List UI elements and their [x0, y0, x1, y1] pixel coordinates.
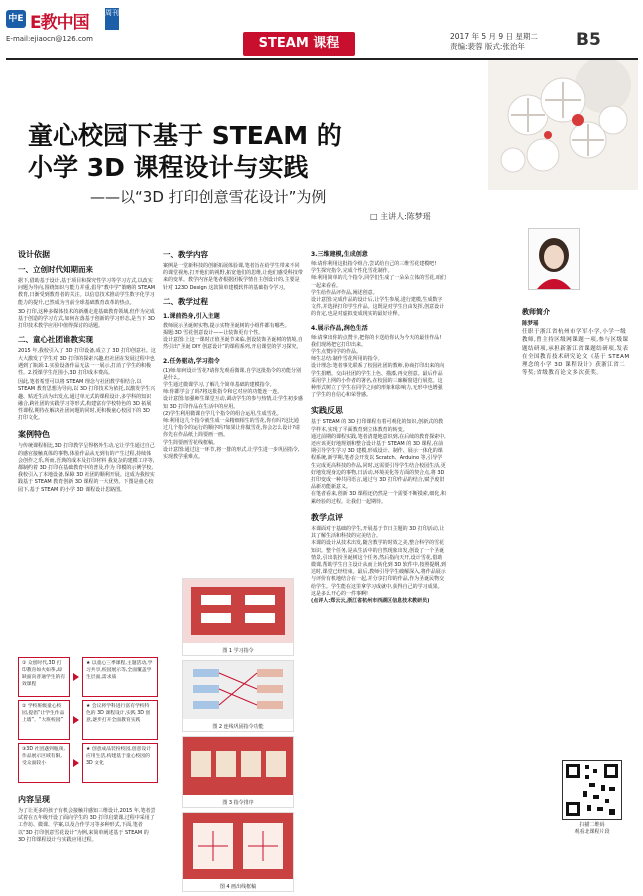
author-sidebar [522, 303, 630, 377]
figure-2 [182, 660, 294, 732]
paragraph: (2)学生利用微课自学几个指令的组合运用,生成雪花。 [163, 410, 282, 417]
headline-line-2: 小学 3D 课程设计与实践 [28, 153, 309, 182]
heading-3: 1.课前热身,引入主题 [163, 312, 220, 320]
page-title [28, 120, 448, 184]
paragraph: 通过前期的课程实践,笔者清楚地意识到,在后续的教育探索中,还应该更好地规划和整合设计基于 STEAM 的 3D 课程,在前期引导学生学习 3D 建模,形成设计、制作、展示一体化的课程系统,新学期,笔者会开发以 Scratch、Arduino 等,引导学生完成更高科技的作品,同时,这需要引导学生结合校园生活,更好地发现身边的事物,日活动,环境美化等方面的契合点,将 3D 打印变成一种共同语言,通过与 3D 打印作品的结合,赋予废旧品新功能新意义。 [311, 433, 446, 491]
paragraph: 案例是一堂新科技的创新拓展体验课,笔者旨在给学生带来不同的课堂视角,打开他们的视野,拓宽他们的思维,让他们感受科技带来的变革。教学内容是笔者根据团板学情自主创设计的,主要是针对 123D Design 这款简单建模软件的基础指令学习。 [163, 263, 303, 291]
figure-3 [182, 736, 294, 808]
date-line: 2017 年 5 月 9 日 星期二 [450, 32, 538, 41]
subtitle: ——以“3D 打印创意雪花设计”为例 [90, 188, 327, 206]
email-text: E-mail:ejiaocn@126.com [6, 35, 93, 43]
paragraph: (1)师:如何设计雪花?请你先观看微课,自学这批指令的功能分别是什么。 [163, 367, 302, 381]
byline: □ 主讲人:陈梦瑶 [370, 212, 431, 221]
headline-line-1: 童心校园下基于 STEAM 的 [28, 121, 342, 150]
paragraph: 学生给作品评作品,阐述创意。 [311, 289, 378, 296]
paragraph: 据下,借助基于设计,基于项目和探究性学习等学习方式,以改实问题为导向,围绕知识与能力并重,倡导“教中学”策略的 STEAM 教育,日渐受到教育者的关注。以信息技术推动学生数字化学习能力的提升,已然成为当前全球基础教育改革的热点。 [18, 278, 156, 306]
heading-1: 一、立创时代知期而来 [18, 265, 93, 274]
qr-caption: 扫描二维码 观看北课程片段 [574, 822, 610, 836]
heading-1: 3.三维建模,生成创意 [311, 251, 368, 258]
heading-content: 内容呈现 [18, 795, 50, 804]
content-section [18, 790, 156, 890]
logo [6, 8, 126, 34]
diagram-box: ★ 创意成品装扮校园,创意设计应用生活,构建基于童心校园的 3D 文化 [82, 743, 158, 783]
paragraph: 3D 打印,这种多媒体技术的新潮走进基础教育领域,但作为完成基于创造的学习方式,如何在落基于创新的学习形态,是当下 3D 打印技术教学应用中值得探讨的话题。 [18, 308, 155, 330]
paragraph: 本课的设计从技术出发,随含教学的时效之美,整合科学的雪花知识。整个任务,是从生活中的自然现象出发,创设了一个圣诞情景,引出装扮圣诞树这个任务,然后指向天开,设计雪花,借助微课,帮助学生自主设计从而上转化到 3D 软件中,按照提纲,到达时,课堂已经结束。最后,教师引导学生破解深入,将作品展示与评价有机地结合在一起,并分享打印的作品,作为圣诞民物交给学生。学生能在这里拿学习成就中,获得自己的学习成果。这是多么开心的一件事啊! [311, 540, 446, 597]
logo-week: 周刊 [105, 8, 119, 30]
diagram-box: ★ 会议将学科进行富有学校特色的 3D 课程设计,实践 3D 创意,逐步打开全面教育实践 [82, 700, 158, 740]
author-bio: 任职于浙江省杭州市学军小学,小学一级教师,曾主持区级网课题一项,参与区级课题结研项,承担新浙江省课题结研项,发表在全国教育技术研究论文《基于 STEAM 理念的小学 3D 课程设计》获浙江省二等奖;省级教育论文多次获奖。 [522, 329, 630, 377]
figure-2-image [183, 661, 293, 719]
paragraph: 学生简要画雪花线框稿。 [163, 439, 219, 446]
figure-1 [182, 578, 294, 656]
figure-1-image [183, 579, 293, 643]
heading-4: 2.任务驱动,学习指令 [163, 357, 220, 365]
paragraph: 设计意图:通过这一环节,将一排的形式,让学生进一步巩固指令,实现教学重难点。 [163, 446, 300, 461]
paragraph: 师:你都学会了吗?将这批指令和它对应的功能连一连。 [163, 389, 283, 396]
paragraph: 设计意图:完成作品的设计后,让学生参展,进行建模,生成数字文件,并选择打印学生作品。这既是对学生自由发挥,创意设计的肯定,也是对虚拟变成现实的最好诠释。 [311, 297, 445, 318]
heading-1: 一、教学内容 [163, 250, 208, 259]
paragraph: 设计理念:笔者事先联系了校园社团的教师,协商打印出来的向学生捐赠。交由社团的学生上色、描漆,再交创意。最后作品采用学上网的小作者的署名,在校园的三廊橱窗进行展览。这种形式树立了学生在同学之间的形象和影响力,无形中也增强了学生的自信心和荣誉感。 [311, 363, 445, 399]
figure-4 [182, 812, 294, 892]
page-number: B5 [576, 30, 601, 50]
arrow-icon [73, 716, 79, 724]
heading-2: 二、教学过程 [163, 296, 208, 306]
section-badge: STEAM 课程 [243, 32, 355, 56]
figure-1-caption: 图 1 学习指令 [222, 648, 254, 654]
paragraph: 师:请你利用这批指令组合,尝试给自己的三维雪花建模吧! [311, 261, 437, 267]
issue-meta [450, 32, 570, 52]
paragraph: 在笔者看来,创新 3D 课程还仍然是一个需要不断摸索,细化,积累经验的过程。让我们一起期待。 [311, 491, 446, 505]
reviewer-signature: (点评人:郑云云,浙江省杭州市西湖区信息技术教研员) [311, 597, 430, 604]
figure-3-image [183, 737, 293, 795]
paragraph: 为了让更多的孩子有机会接触并感知三维设计,2015 年,笔者尝试着在五年级开设了面向学生的 3D 打印启蒙课,过程中采用了工作坊、微课、学案,以及合作学习等多种形式,下面,笔者以“3D 打印创意雪花设计”为例,来简单阐述基于 STEAM 的 3D 打印课程设计与实践应用过程。 [18, 808, 156, 843]
column-2 [163, 245, 303, 577]
column-3 [311, 245, 446, 890]
sidebar-title: 教师简介 [522, 308, 550, 316]
diagram-box: ① 众创时代,3D 打印教育如火如荼,却缺面向普通学生的有效课程 [18, 657, 70, 697]
paragraph: 教师展示圣诞树实物,提示实物圣诞树的小组件都有哪些。 [163, 322, 290, 329]
paragraph: 师生总结:制作雪花所用的指令。 [311, 356, 383, 363]
paragraph: 2015 年,我校引入了 3D 打印设备,成立了 3D 打印创意社。这大大激发了学生对 3D 打印的探索兴趣,但社团在发展过程中也遇到了瓶颈:1.实验设备作品无法一一展示,打消了学生的积极性。2.授课学生范围小,3D 打印成本费高。 [18, 348, 156, 377]
paragraph: 师:利用这几个指令就生成一朵精细相生的雪花,你有吗?这比通过几个指令的运行的顺序吗?如果让你做雪花,你会怎么设计?请你先在作品纸上简要画一画。 [163, 418, 300, 439]
paragraph: 师:利用简单的几个指令,同学们生成了一朵朵立体的雪花,咱们一起来看看。 [311, 275, 446, 289]
heading-reflection: 实践反思 [311, 406, 343, 416]
heading-2: 二、童心社团谁教实现 [18, 335, 93, 345]
diagram-box: ② 学校班级童心校园,提倡“让学生作品上墙”、“大班校园” [18, 700, 70, 740]
paragraph: 学生探究指令,完成个性化雪花制作。 [311, 268, 393, 275]
logo-badge: 中E [6, 10, 26, 28]
snowflake-photo [488, 60, 638, 190]
arrow-icon [73, 673, 79, 681]
heading-case: 案例特色 [18, 430, 50, 440]
author-name: 陈梦瑶 [522, 321, 539, 327]
heading-review: 教学点评 [311, 512, 343, 522]
paragraph: 揭题:3D 雪花创意设计——让装饰更有个性。 [163, 330, 264, 337]
paragraph: 本课面对于基础的学生,开展基于节日主题的 3D 打印活动,让其了解生活和科技的完美结合。 [311, 525, 445, 540]
logo-text: E教中国 [30, 13, 89, 33]
paragraph: 基于 STEAM 的 3D 打印课程有着可观化的知识,创新式的教学样本,实现了平面教育到立体教育的转变。 [311, 419, 444, 433]
design-diagram [18, 657, 158, 783]
paragraph: 学生点赞同学的作品。 [311, 349, 362, 356]
paragraph: 设计意图:加强师生课堂互动,调动学生的参与热情,让学生初步感知 3D 打印作品在生活中的应用。 [163, 396, 303, 410]
figure-2-caption: 图 2 连线巩固指令功能 [212, 724, 264, 730]
heading-2: 4.展示作品,润色生活 [311, 324, 368, 332]
figure-3-caption: 图 3 指令排序 [222, 800, 254, 806]
arrow-icon [73, 759, 79, 767]
paragraph: 因此,笔者希望可以将 STEAM 理念与社团教学相结合,以 STEAM 教育思想为导向,以 3D 打印技术为依托,以激发学生兴趣、贴近生活为出发点,通过单元式的课程设计,多学科的知识融合,跨社团的实践学习等形式,构建富有学校特色的 3D 拓展性课程,期待在解决社团问题的同时,更积极童心校园下的 3D 打印文化。 [18, 379, 156, 422]
heading-design: 设计依据 [18, 250, 50, 259]
figure-4-caption: 图 4 画出线框稿 [219, 884, 257, 890]
diagram-box: ★ 以童心三季课程,主题活动,学习共享,校园展示等,全面覆盖学生层面,需求质 [82, 657, 158, 697]
editor-line: 责编:裴蓉 版式:张治年 [450, 42, 525, 51]
paragraph: 学生通过微课学习,了解几个简单基础的建模指令。 [163, 382, 275, 389]
paragraph: 设计意图:上这一课时正值圣诞节来临,创设装饰圣诞树的情境,自然引出“圣诞 DIY 创意设计”的课程系列,开启课堂的学习探究。 [163, 337, 303, 351]
qr-code[interactable] [562, 760, 622, 820]
paragraph: 师:请拿出你的点赞卡,把你的卡送给你认为今天的最佳作品!我们现场把它打印出来。 [311, 334, 442, 348]
diagram-box: ③3D 社团遇到瓶颈,作品展示区域有限,受众面较小 [18, 743, 70, 783]
author-avatar [528, 228, 580, 290]
figure-4-image [183, 813, 293, 879]
paragraph: 与传统课程相比,3D 打印教学呈得格外生动,它让学生通过自己的感官接触真体的事物,体验作品从无到有的产生过程,持续体会创作之乐,所而,吾典的成本及打印材料 我复杂的建模工序等,都制约着 3D 打印在基础教育中的普及,作为 印模的示例学校,我校引入了本地设备,保障 3D 社团的顺利开展。这成为我校实践基于 STEAM 教育创新 3D 课程的一大优势。下图是童心校园下,基于 STEAM 的小学 3D 课程设计思路图。 [18, 443, 155, 493]
